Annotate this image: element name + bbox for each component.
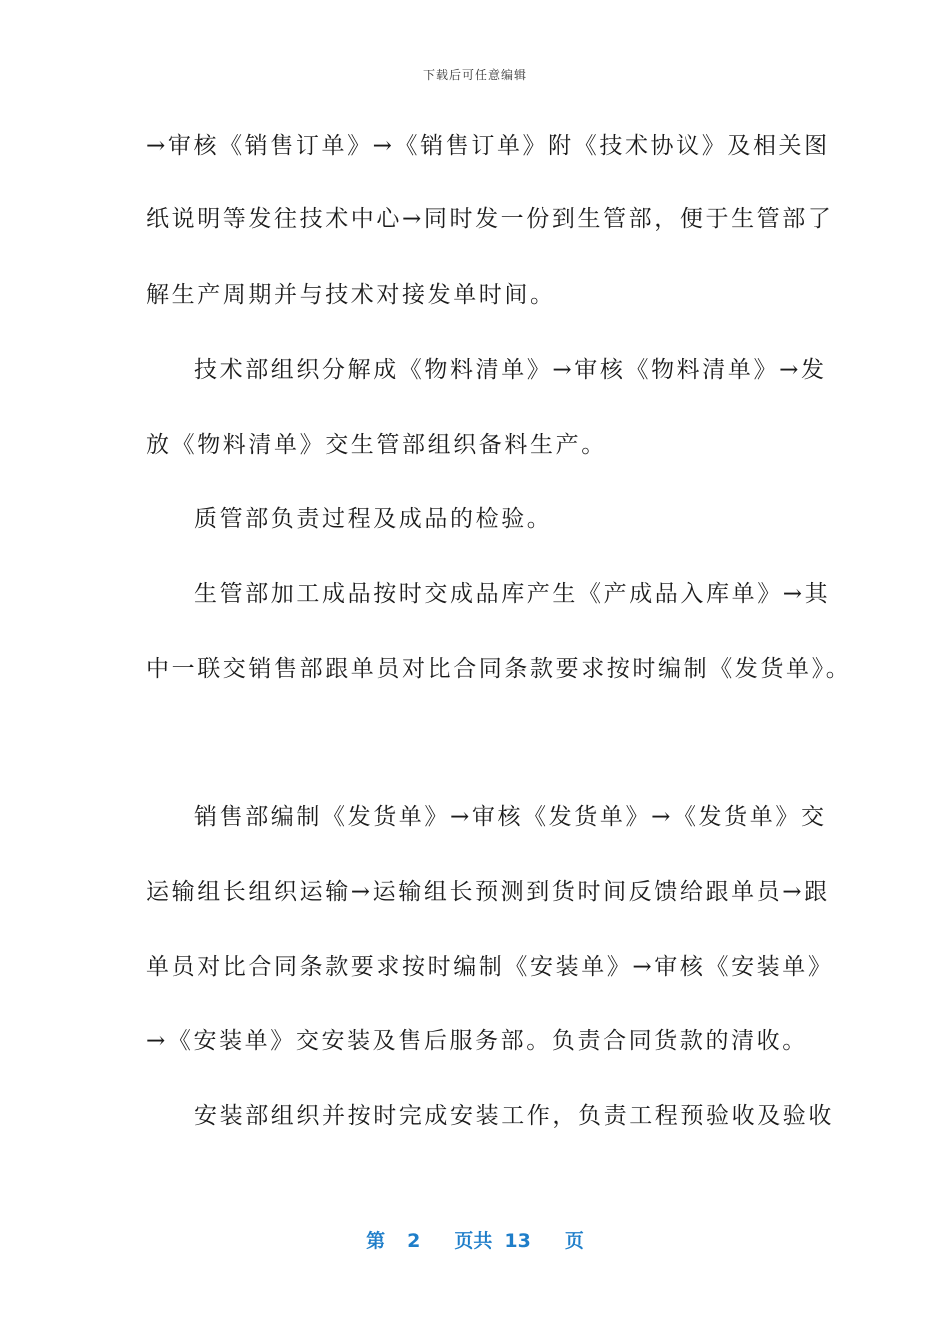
page-header: 下载后可任意编辑 <box>422 68 527 82</box>
footer-total-pages: 13 <box>504 1230 531 1252</box>
footer-current-page: 2 <box>407 1230 421 1252</box>
text-line-2: 纸说明等发往技术中心→同时发一份到生管部，便于生管部了 <box>146 206 834 232</box>
text-line-5: 放《物料清单》交生管部组织备料生产。 <box>146 432 607 458</box>
text-line-1: →审核《销售订单》→《销售订单》附《技术协议》及相关图 <box>146 133 830 159</box>
text-line-7: 生管部加工成品按时交成品库产生《产成品入库单》→其 <box>194 581 831 607</box>
text-line-10: 运输组长组织运输→运输组长预测到货时间反馈给跟单员→跟 <box>146 879 830 905</box>
text-line-13: 安装部组织并按时完成安装工作，负责工程预验收及验收 <box>194 1103 834 1129</box>
page-footer <box>0 1226 950 1253</box>
footer-prefix: 第 <box>366 1230 386 1252</box>
text-line-4: 技术部组织分解成《物料清单》→审核《物料清单》→发 <box>194 357 827 383</box>
footer-suffix: 页 <box>564 1230 584 1252</box>
text-line-9: 销售部编制《发货单》→审核《发货单》→《发货单》交 <box>194 804 827 830</box>
text-line-6: 质管部负责过程及成品的检验。 <box>194 506 553 532</box>
text-line-12: →《安装单》交安装及售后服务部。负责合同货款的清收。 <box>146 1028 808 1054</box>
text-line-8: 中一联交销售部跟单员对比合同条款要求按时编制《发货单》。 <box>146 656 852 682</box>
text-line-11: 单员对比合同条款要求按时编制《安装单》→审核《安装单》 <box>146 954 834 980</box>
text-line-3: 解生产周期并与技术对接发单时间。 <box>146 282 556 308</box>
footer-middle: 页共 <box>454 1230 493 1252</box>
